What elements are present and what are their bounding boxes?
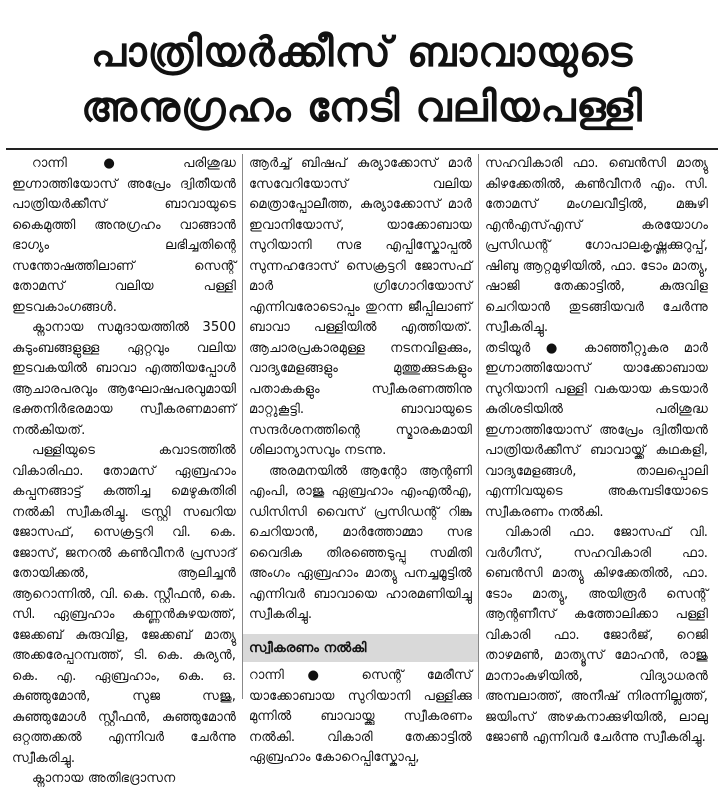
paragraph: പള്ളിയുടെ കവാടത്തിൽ വികാരിഫാ. തോമസ് ഏബ്രഹാം കപ്പനങ്ങാട്ട് കത്തിച്ച മെഴുകുതിരി നൽകി സ്വീകരിച്ചു. ട്രസ്റ്റി സഖറിയ ജോസഫ്, സെക്രട്ടറി വി. കെ. ജോസ്, ജനറൽ കൺവീനർ പ്രസാദ് തോയിക്കൽ, ആലിച്ചൻ ആറൊന്നിൽ, വി. കെ. സ്റ്റീഫൻ, കെ. സി. ഏബ്രഹാം കണ്ണൻകുഴയത്ത്, ജേക്കബ് കുരുവിള, ജേക്കബ് മാത്യു അക്കരേപ്പറമ്പത്ത്, ടി. കെ. കുര്യൻ, കെ. എ. ഏബ്രഹാം, കെ. ഒ. കുഞ്ഞുമോൻ, സുജ സജു, കുഞ്ഞുമോൾ സ്റ്റീഫൻ, കുഞ്ഞുമോൻ ഒറ്റത്തക്കൽ എന്നിവർ ചേർന്നു സ്വീകരിച്ചു.	[12, 443, 236, 766]
column-1	[6, 154, 242, 786]
subheading: സ്വീകരണം നൽകി	[243, 634, 478, 663]
paragraph: റാന്നി ● സെന്റ് മേരീസ് യാക്കോബായ സുറിയാനി പള്ളിക്കു മുന്നിൽ ബാവായ്ക്കു സ്വീകരണം നൽകി. വികാരി തേക്കാട്ടിൽ ഏബ്രഹാം കോറെപ്പിസ്കോപ്പ,	[249, 668, 472, 765]
paragraph: റാന്നി ● പരിശുദ്ധ ഇഗ്നാത്തിയോസ് അപ്രേം ദ്വിതീയൻ പാത്രിയർക്കീസ് ബാവായുടെ കൈമുത്തി അനുഗ്രഹം വാങ്ങാൻ ഭാഗ്യം ലഭിച്ചതിന്റെ സന്തോഷത്തിലാണ് സെന്റ് തോമസ് വലിയ പള്ളി ഇടവകാംഗങ്ങൾ.	[12, 156, 236, 315]
paragraph: ക്നാനായ സമുദായത്തിൽ 3500 കുടുംബങ്ങളുള്ള ഏറ്റവും വലിയ ഇടവകയിൽ ബാവാ എത്തിയപ്പോൾ ആചാരപരവും ആഘോഷപരവുമായി ഭക്തനിർഭരമായ സ്വീകരണമാണ് നൽകിയത്.	[12, 320, 236, 438]
paragraph: വികാരി ഫാ. ജോസഫ് വി. വർഗീസ്, സഹവികാരി ഫാ. ബെൻസി മാത്യു കിഴക്കേതിൽ, ഫാ. ടോം മാത്യു, അയിരൂർ സെന്റ് ആന്റണീസ് കത്തോലിക്കാ പള്ളി വികാരി ഫാ. ജോർജ്, റെജി താഴമൺ, മാത്യൂസ് മോഹൻ, രാജു മാനാംകുഴിയിൽ, വിദ്യാധരൻ അമ്പലാത്ത്, അനീഷ് നിരന്നില്ലത്ത്, ജയിംസ് അഴകനാക്കുഴിയിൽ, ലാലു ജോൺ എന്നിവർ ചേർന്നു സ്വീകരിച്ചു.	[485, 525, 708, 745]
paragraph: അരമനയിൽ ആന്റോ ആന്റണി എംപി, രാജു ഏബ്രഹാം എംഎൽഎ, ഡിസിസി വൈസ് പ്രസിഡന്റ് റിങ്കു ചെറിയാൻ, മാർത്തോമ്മാ സഭ വൈദിക തിരഞ്ഞെടുപ്പു സമിതി അംഗം ഏബ്രഹാം മാത്യു പനച്ചമൂട്ടിൽ എന്നിവർ ബാവായെ ഹാരമണിയിച്ചു സ്വീകരിച്ചു.	[249, 463, 472, 622]
paragraph: ക്നാനായ അതിഭദ്രാസന	[32, 771, 176, 786]
paragraph: തടിയൂർ ● കാഞ്ഞീറ്റുകര മാർ ഇഗ്നാത്തിയോസ് യാക്കോബായ സുറിയാനി പള്ളി വകയായ കടയാർ കുരിശടിയിൽ പരിശുദ്ധ ഇഗ്നാത്തിയോസ് അപ്രേം ദ്വിതീയൻ പാത്രിയർക്കീസ് ബാവായ്ക്ക് കഥകളി, വാദ്യമേളങ്ങൾ, താലപ്പൊലി എന്നിവയുടെ അകമ്പടിയോടെ സ്വീകരണം നൽകി.	[485, 340, 708, 520]
column-3	[478, 154, 714, 745]
headline	[6, 0, 718, 136]
column-2	[242, 154, 478, 765]
paragraph: ആർച്ച് ബിഷപ് കുര്യാക്കോസ് മാർ സേവേറിയോസ് വലിയ മെത്രാപ്പോലീത്ത, കുര്യാക്കോസ് മാർ ഇവാനിയോസ്, യാക്കോബായ സുറിയാനി സഭ എപ്പിസ്കോപ്പൽ സുന്നഹദോസ് സെക്രട്ടറി ജോസഫ് മാർ ഗ്രിഗോറിയോസ് എന്നിവരോടൊപ്പം തുറന്ന ജീപ്പിലാണ് ബാവാ പള്ളിയിൽ എത്തിയത്. ആചാരപ്രകാരമുള്ള നടനവിളക്കും, വാദ്യമേളങ്ങളും മുത്തുക്കുടകളും പതാകകളും സ്വീകരണത്തിനു മാറ്റുകൂട്ടി. ബാവായുടെ സന്ദർശനത്തിന്റെ സ്മാരകമായി ശിലാന്യാസവും നടന്നു.	[249, 156, 472, 458]
headline-rule	[6, 148, 718, 150]
paragraph: സഹവികാരി ഫാ. ബെൻസി മാത്യു കിഴക്കേതിൽ, കൺവീനർ എം. സി. തോമസ് മംഗലവീട്ടിൽ, മങ്കുഴി എൻഎസ്എസ് കരയോഗം പ്രസിഡന്റ് ഗോപാലകൃഷ്ണക്കുറുപ്പ്, ഷിബു ആറ്റമുഴിയിൽ, ഫാ. ടോം മാത്യു, ഷാജി തേക്കാട്ടിൽ, കുരുവിള ചെറിയാൻ തുടങ്ങിയവർ ചേർന്നു സ്വീകരിച്ചു.	[485, 156, 708, 335]
headline-line-2: അനുഗ്രഹം നേടി വലിയപള്ളി	[81, 83, 643, 131]
headline-line-1: പാത്രിയർക്കീസ് ബാവായുടെ	[90, 28, 634, 76]
article-columns	[6, 154, 718, 786]
